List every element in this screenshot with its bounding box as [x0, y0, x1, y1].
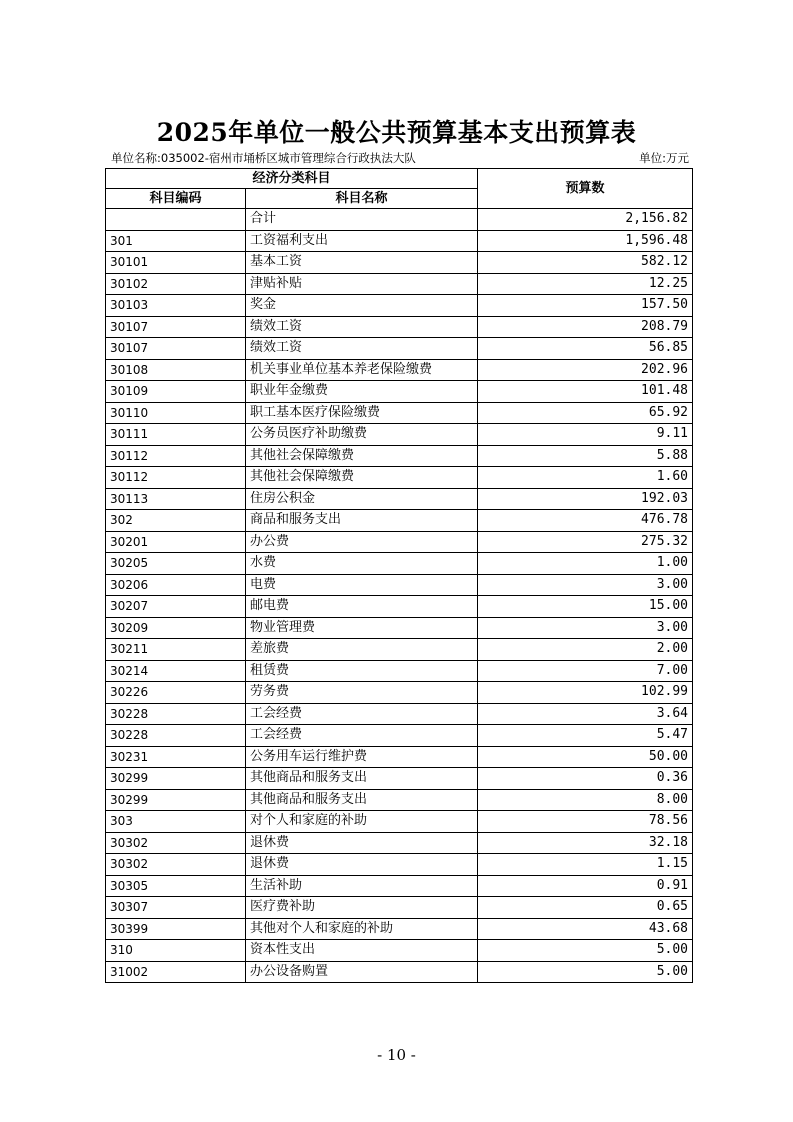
subject-name-cell: 住房公积金 — [246, 488, 478, 510]
budget-table — [105, 168, 693, 983]
budget-amount-cell: 157.50 — [478, 295, 693, 317]
subject-name-cell: 对个人和家庭的补助 — [246, 811, 478, 833]
subject-name-cell: 公务用车运行维护费 — [246, 746, 478, 768]
table-row — [106, 897, 693, 919]
budget-amount-cell: 1.15 — [478, 854, 693, 876]
table-row — [106, 746, 693, 768]
budget-amount-cell: 12.25 — [478, 273, 693, 295]
subject-name-cell: 邮电费 — [246, 596, 478, 618]
budget-amount-cell: 43.68 — [478, 918, 693, 940]
table-row — [106, 918, 693, 940]
budget-amount-cell: 8.00 — [478, 789, 693, 811]
budget-amount-cell: 275.32 — [478, 531, 693, 553]
table-row — [106, 854, 693, 876]
budget-amount-cell: 5.88 — [478, 445, 693, 467]
subject-code-cell: 31002 — [106, 961, 246, 983]
subject-code-cell: 30302 — [106, 854, 246, 876]
budget-amount-cell: 102.99 — [478, 682, 693, 704]
unit-name-label: 单位名称:035002-宿州市埇桥区城市管理综合行政执法大队 — [111, 151, 416, 165]
budget-amount-cell: 5.00 — [478, 961, 693, 983]
subject-code-cell: 30231 — [106, 746, 246, 768]
subject-code-cell: 30201 — [106, 531, 246, 553]
subject-code-cell: 30228 — [106, 725, 246, 747]
budget-amount-cell: 1.60 — [478, 467, 693, 489]
subject-name-cell: 医疗费补助 — [246, 897, 478, 919]
table-row — [106, 510, 693, 532]
subject-code-cell: 30101 — [106, 252, 246, 274]
subject-code-cell: 310 — [106, 940, 246, 962]
budget-amount-cell: 202.96 — [478, 359, 693, 381]
subject-code-cell: 30302 — [106, 832, 246, 854]
table-row — [106, 789, 693, 811]
table-row — [106, 402, 693, 424]
budget-amount-cell: 0.36 — [478, 768, 693, 790]
subject-name-cell: 其他商品和服务支出 — [246, 789, 478, 811]
subject-code-cell: 30399 — [106, 918, 246, 940]
subject-code-cell: 302 — [106, 510, 246, 532]
budget-amount-cell: 56.85 — [478, 338, 693, 360]
subject-name-cell: 物业管理费 — [246, 617, 478, 639]
subject-code-cell: 30111 — [106, 424, 246, 446]
table-row — [106, 295, 693, 317]
subject-name-cell: 电费 — [246, 574, 478, 596]
subject-name-cell: 商品和服务支出 — [246, 510, 478, 532]
table-row — [106, 682, 693, 704]
subject-code-cell: 30214 — [106, 660, 246, 682]
budget-amount-cell: 101.48 — [478, 381, 693, 403]
budget-amount-cell: 50.00 — [478, 746, 693, 768]
table-row — [106, 639, 693, 661]
subject-name-cell: 津贴补贴 — [246, 273, 478, 295]
budget-amount-cell: 32.18 — [478, 832, 693, 854]
table-row — [106, 961, 693, 983]
table-row — [106, 273, 693, 295]
table-row — [106, 488, 693, 510]
budget-amount-cell: 78.56 — [478, 811, 693, 833]
subject-name-cell: 生活补助 — [246, 875, 478, 897]
table-body — [106, 209, 693, 983]
subject-name-cell: 职业年金缴费 — [246, 381, 478, 403]
budget-amount-cell: 3.00 — [478, 617, 693, 639]
subject-code-cell: 30107 — [106, 338, 246, 360]
budget-amount-cell: 2,156.82 — [478, 209, 693, 231]
budget-amount-cell: 5.00 — [478, 940, 693, 962]
subject-code-cell: 303 — [106, 811, 246, 833]
table-row — [106, 617, 693, 639]
table-row — [106, 703, 693, 725]
budget-amount-cell: 476.78 — [478, 510, 693, 532]
subject-name-cell: 绩效工资 — [246, 316, 478, 338]
subject-code-cell: 30211 — [106, 639, 246, 661]
budget-amount-header: 预算数 — [478, 169, 693, 209]
table-row — [106, 660, 693, 682]
table-row — [106, 467, 693, 489]
subject-code-cell: 30102 — [106, 273, 246, 295]
table-header — [106, 169, 693, 209]
subject-code-cell: 30206 — [106, 574, 246, 596]
table-row — [106, 531, 693, 553]
economic-classification-header: 经济分类科目 — [106, 169, 478, 189]
subject-name-cell: 退休费 — [246, 832, 478, 854]
budget-amount-cell: 5.47 — [478, 725, 693, 747]
subject-name-cell: 工资福利支出 — [246, 230, 478, 252]
table-row — [106, 832, 693, 854]
table-row — [106, 338, 693, 360]
budget-amount-cell: 582.12 — [478, 252, 693, 274]
page-title: 2025年单位一般公共预算基本支出预算表 — [156, 118, 637, 147]
subject-name-cell: 奖金 — [246, 295, 478, 317]
subject-name-cell: 其他社会保障缴费 — [246, 467, 478, 489]
subject-name-cell: 办公设备购置 — [246, 961, 478, 983]
budget-amount-cell: 1,596.48 — [478, 230, 693, 252]
subject-name-cell: 公务员医疗补助缴费 — [246, 424, 478, 446]
subject-code-cell: 30109 — [106, 381, 246, 403]
budget-amount-cell: 65.92 — [478, 402, 693, 424]
subject-name-cell: 办公费 — [246, 531, 478, 553]
budget-amount-cell: 208.79 — [478, 316, 693, 338]
subject-code-cell: 30305 — [106, 875, 246, 897]
table-row — [106, 424, 693, 446]
table-row — [106, 209, 693, 231]
subject-name-cell: 基本工资 — [246, 252, 478, 274]
subject-name-cell: 其他社会保障缴费 — [246, 445, 478, 467]
page-number: - 10 - — [377, 1046, 416, 1064]
subject-name-cell: 退休费 — [246, 854, 478, 876]
subject-code-cell: 30228 — [106, 703, 246, 725]
budget-amount-cell: 192.03 — [478, 488, 693, 510]
table-row — [106, 445, 693, 467]
table-row — [106, 596, 693, 618]
subject-name-cell: 差旅费 — [246, 639, 478, 661]
subject-code-cell: 30108 — [106, 359, 246, 381]
subject-code-cell: 30112 — [106, 445, 246, 467]
budget-amount-cell: 1.00 — [478, 553, 693, 575]
subject-name-cell: 绩效工资 — [246, 338, 478, 360]
subject-name-cell: 其他对个人和家庭的补助 — [246, 918, 478, 940]
subject-name-cell: 资本性支出 — [246, 940, 478, 962]
subject-name-cell: 水费 — [246, 553, 478, 575]
table-row — [106, 574, 693, 596]
budget-amount-cell: 3.64 — [478, 703, 693, 725]
subject-code-cell: 30113 — [106, 488, 246, 510]
subject-name-cell: 其他商品和服务支出 — [246, 768, 478, 790]
subject-name-cell: 租赁费 — [246, 660, 478, 682]
budget-amount-cell: 7.00 — [478, 660, 693, 682]
subject-name-cell: 工会经费 — [246, 703, 478, 725]
subject-code-cell: 30307 — [106, 897, 246, 919]
table-row — [106, 875, 693, 897]
table-row — [106, 381, 693, 403]
table-row — [106, 811, 693, 833]
unit-label: 单位:万元 — [639, 151, 689, 165]
budget-amount-cell: 2.00 — [478, 639, 693, 661]
table-row — [106, 553, 693, 575]
subject-name-cell: 机关事业单位基本养老保险缴费 — [246, 359, 478, 381]
subject-name-cell: 工会经费 — [246, 725, 478, 747]
subject-code-cell: 30205 — [106, 553, 246, 575]
subject-code-cell: 30209 — [106, 617, 246, 639]
subject-code-cell: 30112 — [106, 467, 246, 489]
subject-code-cell: 30299 — [106, 768, 246, 790]
table-row — [106, 940, 693, 962]
subject-code-cell: 30226 — [106, 682, 246, 704]
subject-name-cell: 劳务费 — [246, 682, 478, 704]
subject-code-cell: 30207 — [106, 596, 246, 618]
subject-code-cell: 30103 — [106, 295, 246, 317]
subject-code-cell: 30299 — [106, 789, 246, 811]
budget-amount-cell: 15.00 — [478, 596, 693, 618]
subject-code-cell — [106, 209, 246, 231]
budget-amount-cell: 0.65 — [478, 897, 693, 919]
subject-code-cell: 30110 — [106, 402, 246, 424]
budget-amount-cell: 3.00 — [478, 574, 693, 596]
subject-name-cell: 合计 — [246, 209, 478, 231]
budget-amount-cell: 9.11 — [478, 424, 693, 446]
subject-code-header: 科目编码 — [106, 189, 246, 209]
table-row — [106, 768, 693, 790]
table-row — [106, 359, 693, 381]
subject-code-cell: 30107 — [106, 316, 246, 338]
table-row — [106, 252, 693, 274]
subject-code-cell: 301 — [106, 230, 246, 252]
table-row — [106, 230, 693, 252]
subject-name-header: 科目名称 — [246, 189, 478, 209]
table-row — [106, 316, 693, 338]
budget-amount-cell: 0.91 — [478, 875, 693, 897]
table-row — [106, 725, 693, 747]
subject-name-cell: 职工基本医疗保险缴费 — [246, 402, 478, 424]
